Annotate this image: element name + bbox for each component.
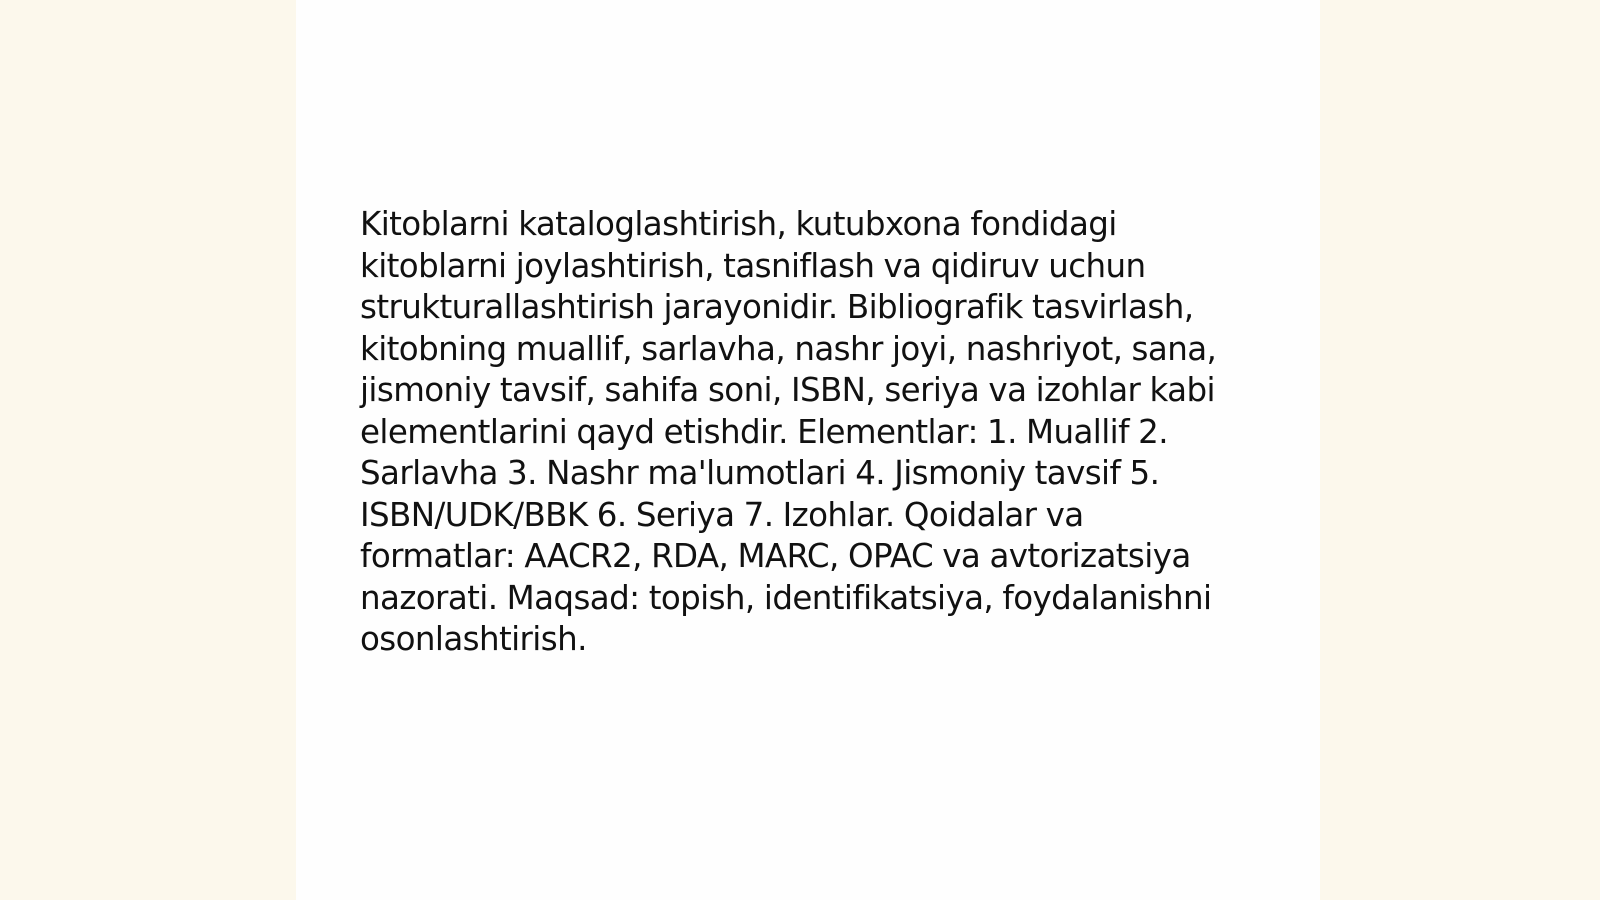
body-paragraph: Kitoblarni kataloglashtirish, kutubxona fondidagi kitoblarni joylashtirish, tasniflash va qidiruv uchun strukturallashtirish jarayonidir. Bibliografik tasvirlash, kitobning muallif, sarlavha, nashr joyi, nashriyot, sana, jismoniy tavsif, sahifa soni, ISBN, seriya va izohlar kabi elementlarini qayd etishdir. Elementlar: 1. Muallif 2. Sarlavha 3. Nashr ma'lumotlari 4. Jismoniy tavsif 5. ISBN/UDK/BBK 6. Seriya 7. Izohlar. Qoidalar va formatlar: AACR2, RDA, MARC, OPAC va avtorizatsiya nazorati. Maqsad: topish, identifikatsiya, foydalanishni osonlashtirish.: [360, 205, 1217, 658]
document-page: [296, 0, 1320, 900]
